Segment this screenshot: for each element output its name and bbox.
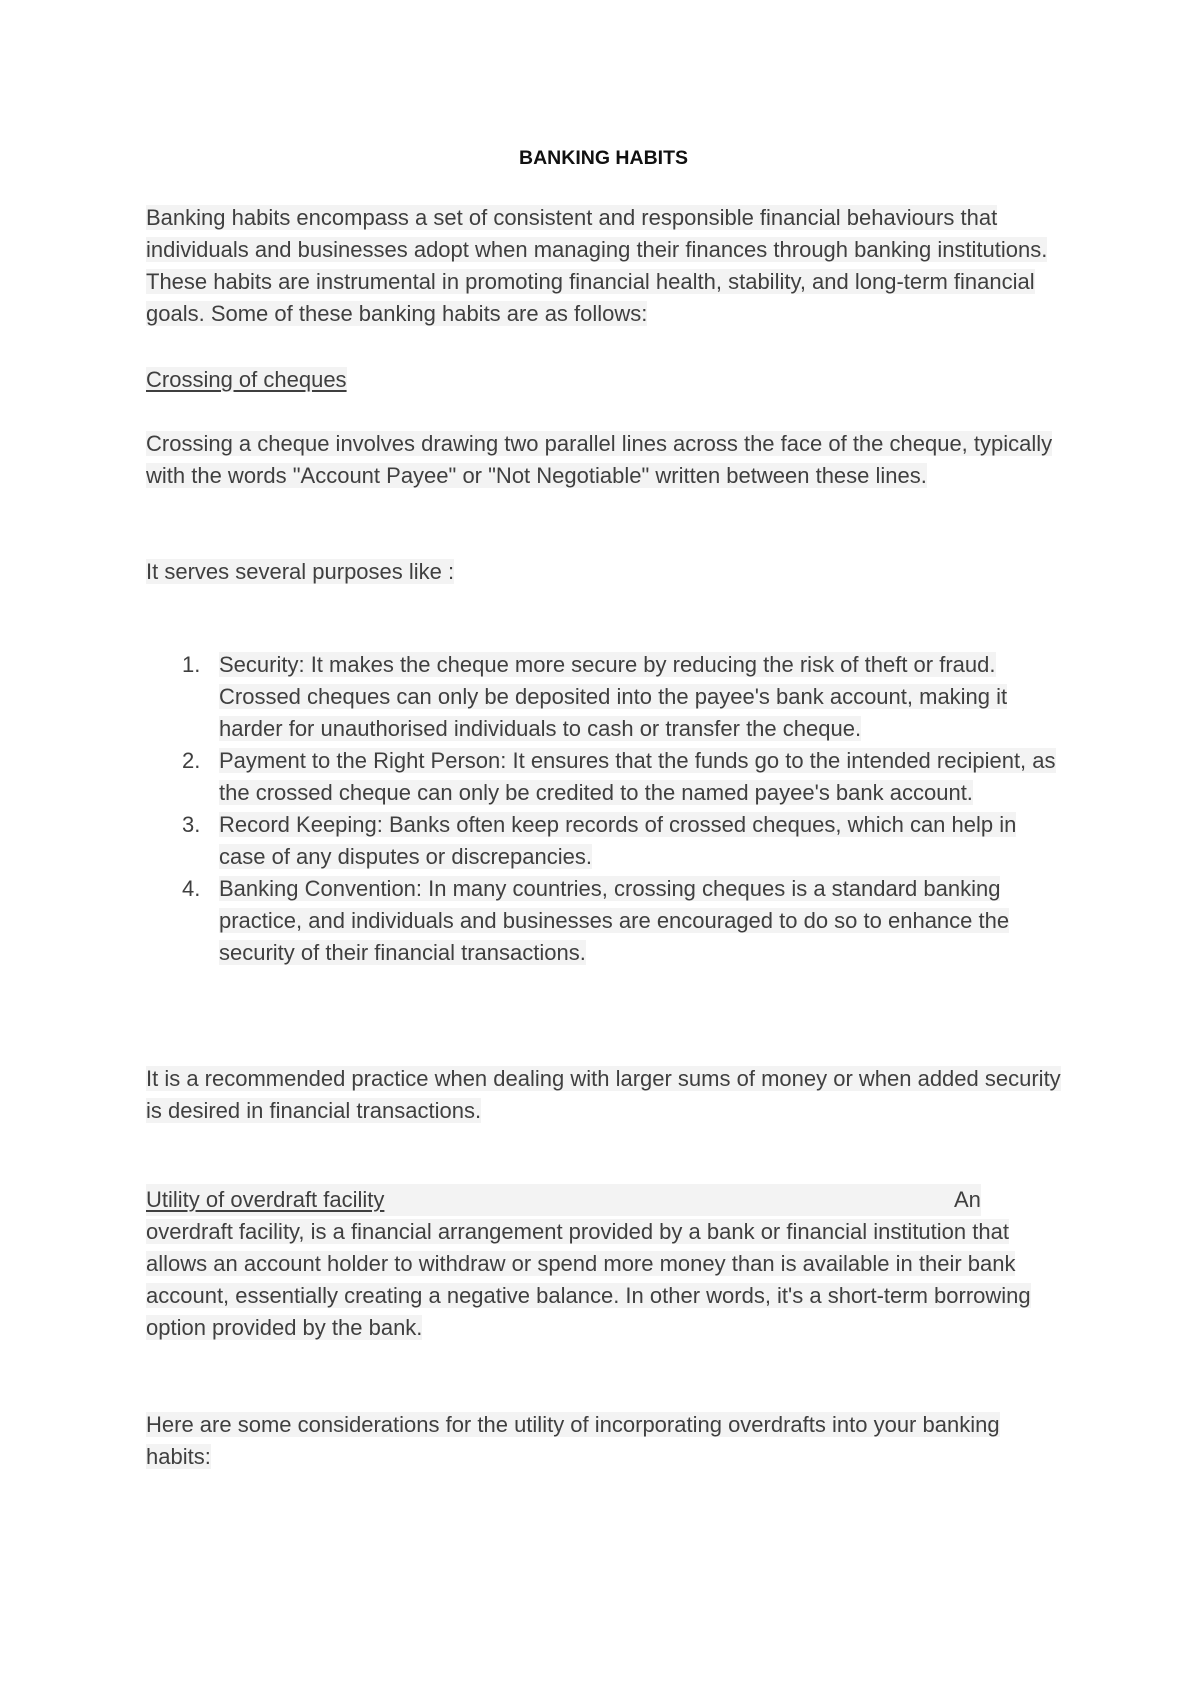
list-item-number: 4.: [182, 876, 201, 901]
overdraft-paragraph: [146, 1216, 1061, 1344]
overdraft-considerations-text: Here are some considerations for the utility of incorporating overdrafts into your banking habits:: [146, 1412, 1000, 1469]
intro-paragraph: [146, 202, 1061, 330]
overdraft-heading-tail: An: [954, 1184, 981, 1216]
list-item-text: Payment to the Right Person: It ensures that the funds go to the intended recipient, as the crossed cheque can only be credited to the named payee's bank account.: [219, 748, 1056, 805]
overdraft-heading-text: Utility of overdraft facility: [146, 1187, 385, 1212]
crossing-paragraph: [146, 428, 1061, 492]
list-item-number: 1.: [182, 652, 201, 677]
list-item-text: Security: It makes the cheque more secure by reducing the risk of theft or fraud. Crossed cheques can only be deposited into the payee's bank account, making it harder for unauthorised individuals to cash or transfer the cheque.: [219, 652, 1008, 741]
list-item-number: 3.: [182, 812, 201, 837]
list-item-text: Record Keeping: Banks often keep records of crossed cheques, which can help in case of any disputes or discrepancies.: [219, 812, 1017, 869]
crossing-closing: [146, 1063, 1061, 1127]
overdraft-considerations: [146, 1409, 1061, 1473]
section-heading-crossing: [146, 364, 1061, 396]
purposes-intro-text: It serves several purposes like :: [146, 559, 455, 584]
overdraft-paragraph-text: overdraft facility, is a financial arrangement provided by a bank or financial institution that allows an account holder to withdraw or spend more money than is available in their bank account, essentially creating a negative balance. In other words, it's a short-term borrowing option provided by the bank.: [146, 1219, 1031, 1340]
purposes-intro: [146, 556, 1061, 588]
intro-text: Banking habits encompass a set of consistent and responsible financial behaviours that individuals and businesses adopt when managing their finances through banking institutions. These habits are instrumental in promoting financial health, stability, and long-term financial goals. Some of these banking habits are as follows:: [146, 205, 1048, 326]
page-title: BANKING HABITS: [519, 147, 688, 169]
list-item: [146, 809, 1061, 873]
list-item-text: Banking Convention: In many countries, crossing cheques is a standard banking practice, and individuals and businesses are encouraged to do so to enhance the security of their financial transactions.: [219, 876, 1010, 965]
crossing-heading-text: Crossing of cheques: [146, 367, 347, 392]
purposes-list: [146, 649, 1061, 969]
list-item: [146, 649, 1061, 745]
section-heading-overdraft: [146, 1184, 1061, 1216]
crossing-closing-text: It is a recommended practice when dealing with larger sums of money or when added security is desired in financial transactions.: [146, 1066, 1061, 1123]
crossing-paragraph-text: Crossing a cheque involves drawing two parallel lines across the face of the cheque, typically with the words "Account Payee" or "Not Negotiable" written between these lines.: [146, 431, 1053, 488]
list-item: [146, 873, 1061, 969]
list-item: [146, 745, 1061, 809]
list-item-number: 2.: [182, 748, 201, 773]
